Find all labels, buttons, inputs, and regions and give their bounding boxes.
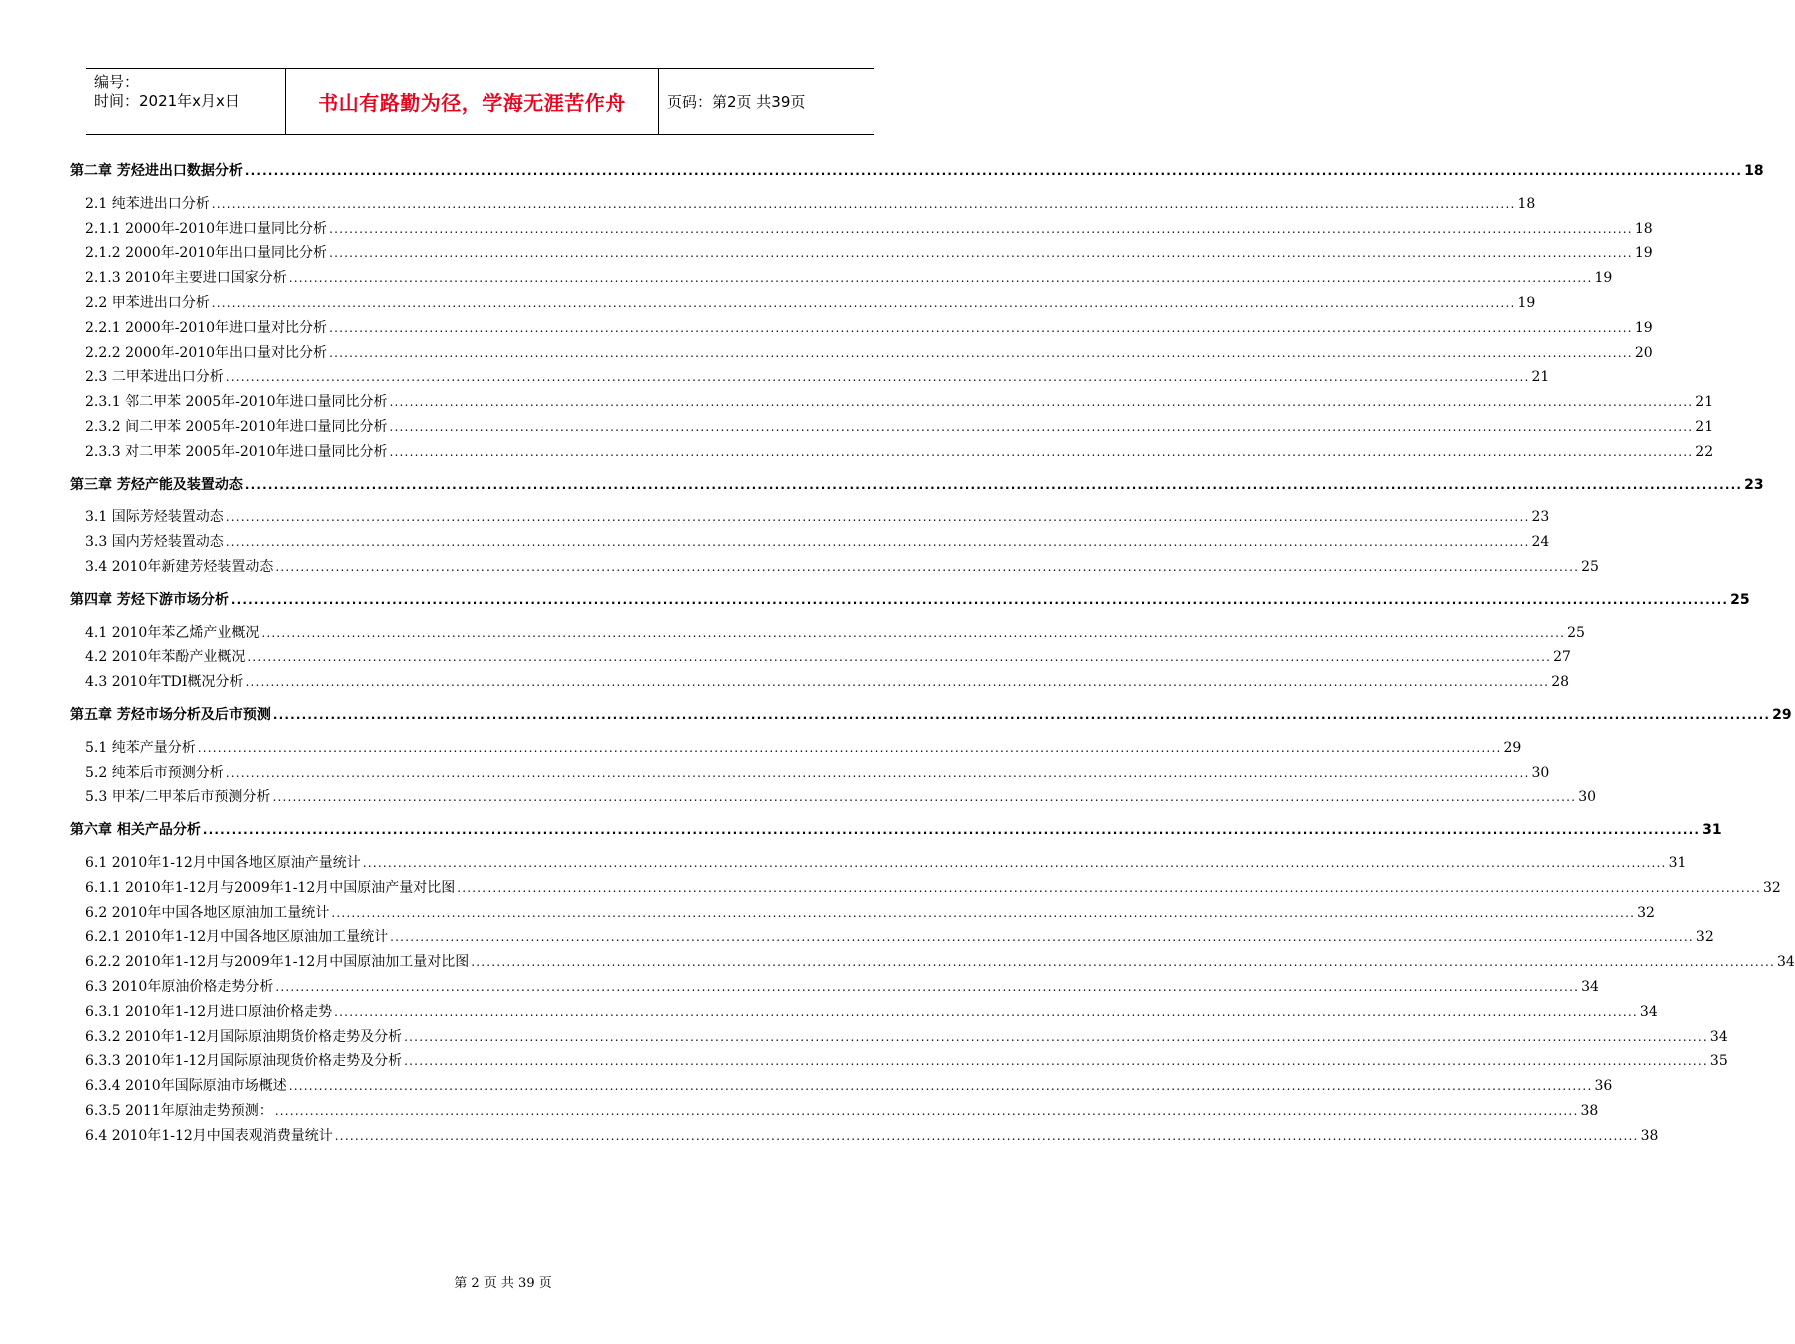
- toc-entry-page: 29: [1772, 706, 1792, 723]
- toc-section-entry[interactable]: [70, 390, 1714, 415]
- toc-entry-page: 21: [1695, 394, 1714, 411]
- toc-entry-title: 2.2.2 2000年-2010年出口量对比分析: [85, 344, 328, 361]
- toc-section-entry[interactable]: [70, 1099, 1599, 1124]
- toc-dot-leader: ....................................................................................................................................................................................................................................................................: [202, 823, 1701, 838]
- toc-entry-title: 2.1.1 2000年-2010年进口量同比分析: [85, 220, 328, 237]
- toc-dot-leader: ....................................................................................................................................................................................................................................................................: [225, 510, 1530, 525]
- header-motto: 书山有路勤为径，学海无涯苦作舟: [286, 69, 659, 134]
- toc-section-entry[interactable]: [70, 925, 1714, 950]
- toc-dot-leader: ....................................................................................................................................................................................................................................................................: [389, 395, 1694, 410]
- toc-section-entry[interactable]: [70, 785, 1597, 810]
- toc-dot-leader: ....................................................................................................................................................................................................................................................................: [457, 880, 1761, 895]
- toc-section-entry[interactable]: [70, 217, 1653, 242]
- toc-dot-leader: ....................................................................................................................................................................................................................................................................: [390, 930, 1694, 945]
- toc-entry-page: 28: [1551, 674, 1570, 691]
- toc-section-entry[interactable]: [70, 621, 1585, 646]
- toc-entry-title: 3.3 国内芳烃装置动态: [85, 534, 224, 551]
- toc-dot-leader: ....................................................................................................................................................................................................................................................................: [244, 164, 1743, 178]
- toc-entry-title: 第三章 芳烃产能及装置动态: [70, 476, 243, 493]
- page-footer: 第 2 页 共 39 页: [454, 1276, 552, 1291]
- toc-section-entry[interactable]: [70, 761, 1550, 786]
- toc-section-entry[interactable]: [70, 975, 1599, 1000]
- toc-section-entry[interactable]: [70, 341, 1653, 366]
- toc-entry-title: 6.3.5 2011年原油走势预测：: [85, 1102, 273, 1119]
- toc-dot-leader: ....................................................................................................................................................................................................................................................................: [230, 592, 1729, 607]
- toc-entry-page: 32: [1763, 879, 1781, 896]
- toc-chapter-entry[interactable]: [70, 818, 1722, 843]
- toc-entry-title: 4.1 2010年苯乙烯产业概况: [85, 624, 260, 641]
- toc-entry-page: 34: [1777, 954, 1795, 971]
- toc-entry-title: 2.3.1 邻二甲苯 2005年-2010年进口量同比分析: [85, 394, 388, 411]
- toc-entry-page: 25: [1581, 558, 1599, 575]
- toc-entry-title: 2.3 二甲苯进出口分析: [85, 369, 224, 386]
- toc-dot-leader: ....................................................................................................................................................................................................................................................................: [334, 1128, 1639, 1143]
- toc-dot-leader: ....................................................................................................................................................................................................................................................................: [225, 370, 1530, 385]
- document-time-label: 时间：2021年x月x日: [94, 92, 240, 110]
- toc-section-entry[interactable]: [70, 415, 1714, 440]
- toc-entry-title: 3.4 2010年新建芳烃装置动态: [85, 558, 274, 575]
- toc-entry-page: 24: [1531, 534, 1550, 551]
- toc-entry-page: 34: [1639, 1003, 1658, 1020]
- toc-entry-title: 6.2.1 2010年1-12月中国各地区原油加工量统计: [85, 929, 389, 946]
- toc-entry-title: 第五章 芳烃市场分析及后市预测: [70, 706, 271, 723]
- toc-dot-leader: ....................................................................................................................................................................................................................................................................: [211, 196, 1516, 211]
- toc-entry-title: 2.1 纯苯进出口分析: [85, 195, 210, 212]
- toc-entry-title: 2.2 甲苯进出口分析: [85, 294, 210, 311]
- toc-entry-title: 5.2 纯苯后市预测分析: [85, 764, 224, 781]
- table-of-contents: [70, 159, 1795, 1148]
- toc-entry-title: 3.1 国际芳烃装置动态: [85, 509, 224, 526]
- toc-entry-title: 5.3 甲苯/二甲苯后市预测分析: [85, 789, 271, 806]
- toc-chapter-entry[interactable]: [70, 159, 1764, 184]
- toc-dot-leader: ....................................................................................................................................................................................................................................................................: [329, 345, 1633, 360]
- toc-section-entry[interactable]: [70, 901, 1655, 926]
- toc-entry-title: 2.3.2 间二甲苯 2005年-2010年进口量同比分析: [85, 418, 388, 435]
- toc-entry-page: 21: [1695, 418, 1714, 435]
- toc-entry-title: 6.3.4 2010年国际原油市场概述: [85, 1078, 287, 1095]
- toc-dot-leader: ....................................................................................................................................................................................................................................................................: [329, 246, 1633, 261]
- toc-dot-leader: ....................................................................................................................................................................................................................................................................: [404, 1029, 1708, 1044]
- toc-entry-title: 6.2 2010年中国各地区原油加工量统计: [85, 904, 330, 921]
- toc-entry-title: 5.1 纯苯产量分析: [85, 739, 196, 756]
- toc-entry-title: 4.2 2010年苯酚产业概况: [85, 649, 246, 666]
- toc-section-entry[interactable]: [70, 736, 1522, 761]
- toc-entry-page: 34: [1581, 978, 1599, 995]
- toc-section-entry[interactable]: [70, 192, 1536, 217]
- toc-section-entry[interactable]: [70, 440, 1714, 465]
- toc-entry-page: 25: [1567, 624, 1585, 641]
- toc-entry-page: 36: [1594, 1078, 1613, 1095]
- toc-dot-leader: ....................................................................................................................................................................................................................................................................: [362, 855, 1667, 870]
- toc-entry-title: 6.2.2 2010年1-12月与2009年1-12月中国原油加工量对比图: [85, 954, 470, 971]
- toc-entry-page: 23: [1744, 476, 1764, 493]
- toc-entry-title: 6.1 2010年1-12月中国各地区原油产量统计: [85, 854, 361, 871]
- toc-section-entry[interactable]: [70, 266, 1613, 291]
- toc-entry-title: 6.3.2 2010年1-12月国际原油期货价格走势及分析: [85, 1028, 403, 1045]
- toc-entry-title: 第四章 芳烃下游市场分析: [70, 591, 229, 608]
- toc-section-entry[interactable]: [70, 1025, 1728, 1050]
- toc-entry-page: 19: [1634, 319, 1653, 336]
- toc-section-entry[interactable]: [70, 316, 1653, 341]
- toc-entry-page: 18: [1634, 220, 1653, 237]
- toc-entry-page: 22: [1695, 443, 1714, 460]
- toc-dot-leader: ....................................................................................................................................................................................................................................................................: [272, 790, 1577, 805]
- toc-entry-page: 18: [1744, 163, 1764, 179]
- toc-dot-leader: ....................................................................................................................................................................................................................................................................: [211, 295, 1516, 310]
- document-number-label: 编号：: [94, 73, 140, 91]
- toc-section-entry[interactable]: [70, 950, 1795, 975]
- toc-dot-leader: ....................................................................................................................................................................................................................................................................: [244, 477, 1743, 492]
- toc-dot-leader: ....................................................................................................................................................................................................................................................................: [329, 320, 1633, 335]
- toc-section-entry[interactable]: [70, 851, 1687, 876]
- toc-entry-page: 34: [1709, 1028, 1728, 1045]
- toc-dot-leader: ....................................................................................................................................................................................................................................................................: [225, 535, 1530, 550]
- toc-dot-leader: ....................................................................................................................................................................................................................................................................: [274, 1103, 1579, 1118]
- toc-entry-page: 32: [1695, 929, 1714, 946]
- toc-dot-leader: ....................................................................................................................................................................................................................................................................: [247, 650, 1552, 665]
- header-info-cell: [86, 69, 286, 134]
- toc-section-entry[interactable]: [70, 1049, 1728, 1074]
- toc-entry-page: 21: [1531, 369, 1550, 386]
- toc-entry-title: 6.3 2010年原油价格走势分析: [85, 978, 274, 995]
- toc-entry-page: 20: [1634, 344, 1653, 361]
- toc-chapter-entry[interactable]: [70, 473, 1764, 498]
- toc-entry-title: 6.4 2010年1-12月中国表观消费量统计: [85, 1127, 333, 1144]
- toc-entry-page: 25: [1730, 591, 1750, 608]
- toc-section-entry[interactable]: [70, 241, 1653, 266]
- toc-entry-title: 6.3.3 2010年1-12月国际原油现货价格走势及分析: [85, 1053, 403, 1070]
- toc-entry-title: 2.3.3 对二甲苯 2005年-2010年进口量同比分析: [85, 443, 388, 460]
- toc-dot-leader: ....................................................................................................................................................................................................................................................................: [261, 625, 1566, 640]
- toc-dot-leader: ....................................................................................................................................................................................................................................................................: [275, 559, 1580, 574]
- toc-entry-page: 32: [1637, 904, 1655, 921]
- toc-dot-leader: ....................................................................................................................................................................................................................................................................: [331, 905, 1636, 920]
- toc-dot-leader: ....................................................................................................................................................................................................................................................................: [471, 955, 1775, 970]
- toc-section-entry[interactable]: [70, 291, 1536, 316]
- toc-entry-page: 29: [1503, 739, 1522, 756]
- toc-entry-page: 19: [1594, 270, 1613, 287]
- toc-entry-page: 19: [1517, 294, 1536, 311]
- toc-section-entry[interactable]: [70, 1074, 1613, 1099]
- toc-section-entry[interactable]: [70, 365, 1550, 390]
- toc-entry-title: 2.1.2 2000年-2010年出口量同比分析: [85, 245, 328, 262]
- page-header: [86, 68, 874, 135]
- toc-entry-title: 6.1.1 2010年1-12月与2009年1-12月中国原油产量对比图: [85, 879, 456, 896]
- toc-entry-page: 31: [1668, 854, 1687, 871]
- toc-entry-page: 38: [1640, 1127, 1659, 1144]
- toc-entry-page: 19: [1634, 245, 1653, 262]
- toc-entry-page: 23: [1531, 509, 1550, 526]
- toc-section-entry[interactable]: [70, 645, 1571, 670]
- toc-section-entry[interactable]: [70, 505, 1550, 530]
- toc-dot-leader: ....................................................................................................................................................................................................................................................................: [329, 221, 1633, 236]
- toc-chapter-entry[interactable]: [70, 703, 1792, 728]
- toc-dot-leader: ....................................................................................................................................................................................................................................................................: [334, 1004, 1638, 1019]
- toc-dot-leader: ....................................................................................................................................................................................................................................................................: [389, 444, 1694, 459]
- toc-dot-leader: ....................................................................................................................................................................................................................................................................: [389, 419, 1694, 434]
- toc-dot-leader: ....................................................................................................................................................................................................................................................................: [245, 675, 1550, 690]
- toc-dot-leader: ....................................................................................................................................................................................................................................................................: [404, 1054, 1708, 1069]
- toc-section-entry[interactable]: [70, 1000, 1658, 1025]
- toc-entry-page: 30: [1531, 764, 1550, 781]
- toc-entry-page: 27: [1553, 649, 1571, 666]
- toc-dot-leader: ....................................................................................................................................................................................................................................................................: [197, 740, 1502, 755]
- toc-entry-page: 35: [1709, 1053, 1728, 1070]
- toc-entry-title: 4.3 2010年TDI概况分析: [85, 674, 244, 691]
- toc-dot-leader: ....................................................................................................................................................................................................................................................................: [288, 271, 1593, 286]
- toc-section-entry[interactable]: [70, 876, 1781, 901]
- toc-entry-title: 2.2.1 2000年-2010年进口量对比分析: [85, 319, 328, 336]
- toc-dot-leader: ....................................................................................................................................................................................................................................................................: [275, 979, 1580, 994]
- toc-entry-title: 第六章 相关产品分析: [70, 822, 201, 839]
- toc-entry-page: 18: [1517, 195, 1536, 212]
- toc-section-entry[interactable]: [70, 530, 1550, 555]
- toc-dot-leader: ....................................................................................................................................................................................................................................................................: [288, 1079, 1593, 1094]
- toc-chapter-entry[interactable]: [70, 588, 1750, 613]
- toc-entry-title: 2.1.3 2010年主要进口国家分析: [85, 270, 287, 287]
- header-page-info: 页码：第2页 共39页: [667, 93, 806, 111]
- toc-section-entry[interactable]: [70, 1124, 1659, 1149]
- toc-entry-title: 第二章 芳烃进出口数据分析: [70, 163, 243, 179]
- toc-section-entry[interactable]: [70, 670, 1570, 695]
- toc-entry-page: 31: [1702, 822, 1722, 839]
- toc-entry-page: 38: [1580, 1102, 1599, 1119]
- toc-entry-title: 6.3.1 2010年1-12月进口原油价格走势: [85, 1003, 333, 1020]
- toc-entry-page: 30: [1578, 789, 1597, 806]
- toc-dot-leader: ....................................................................................................................................................................................................................................................................: [225, 765, 1530, 780]
- toc-dot-leader: ....................................................................................................................................................................................................................................................................: [272, 707, 1771, 722]
- toc-section-entry[interactable]: [70, 555, 1599, 580]
